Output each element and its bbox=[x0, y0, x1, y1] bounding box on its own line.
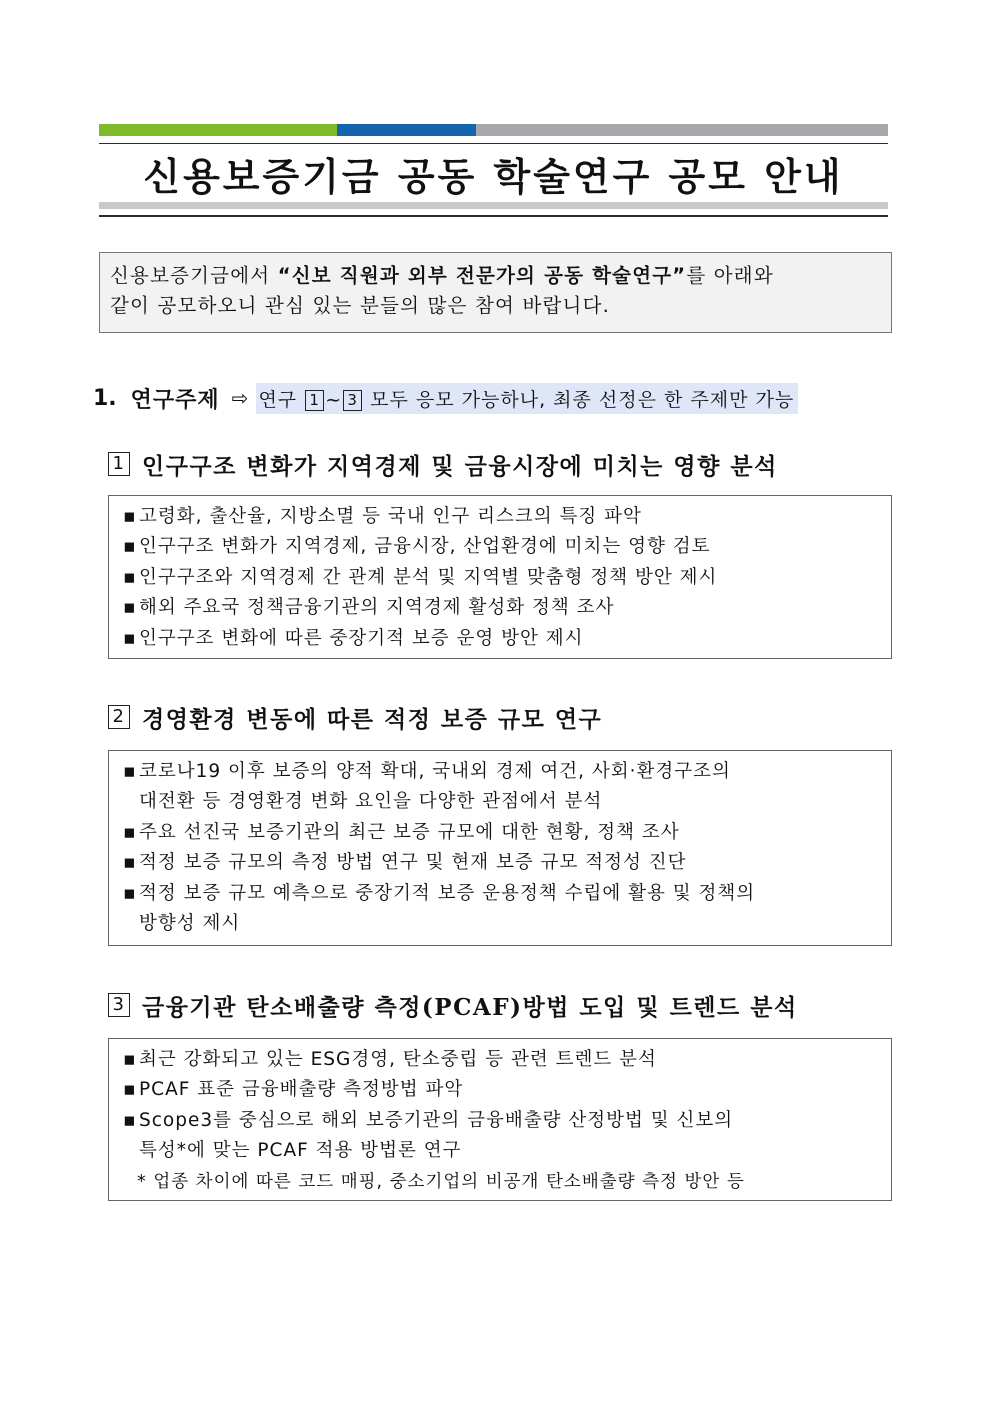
topic-1-box bbox=[108, 495, 892, 659]
list-item bbox=[123, 563, 883, 593]
list-item-text: PCAF 표준 금융배출량 측정방법 파악 bbox=[139, 1079, 464, 1101]
list-item-text: 적정 보증 규모의 측정 방법 연구 및 현재 보증 규모 적정성 진단 bbox=[139, 852, 687, 874]
list-item bbox=[123, 757, 883, 787]
intro-box bbox=[99, 252, 892, 333]
bullet-icon: ▪ bbox=[123, 852, 137, 874]
list-item-continuation: 특성*에 맞는 PCAF 적용 방법론 연구 bbox=[139, 1140, 462, 1162]
list-item-text: Scope3를 중심으로 해외 보증기관의 금융배출량 산정방법 및 신보의 bbox=[139, 1109, 734, 1131]
intro-line-2: 같이 공모하오니 관심 있는 분들의 많은 참여 바랍니다. bbox=[110, 294, 611, 317]
bullet-icon: ▪ bbox=[123, 761, 137, 782]
bullet-icon: ▪ bbox=[123, 821, 137, 843]
list-item bbox=[123, 1106, 883, 1136]
list-item bbox=[123, 818, 883, 848]
bullet-icon: ▪ bbox=[123, 1109, 137, 1131]
note-text: ~ bbox=[325, 388, 343, 411]
title-top-rule bbox=[99, 143, 888, 144]
note-text: 연구 bbox=[258, 388, 305, 411]
list-item bbox=[123, 1045, 883, 1075]
bullet-icon: ▪ bbox=[123, 536, 137, 558]
list-item bbox=[123, 502, 883, 532]
header-bar-gray bbox=[476, 124, 888, 136]
topic-number: 3 bbox=[108, 993, 130, 1017]
intro-bold-text: “신보 직원과 외부 전문가의 공동 학술연구” bbox=[277, 264, 687, 287]
header-bar-green bbox=[99, 124, 337, 136]
section-research-topics bbox=[93, 383, 798, 413]
list-item-text: 인구구조와 지역경제 간 관계 분석 및 지역별 맞춤형 정책 방안 제시 bbox=[139, 566, 718, 588]
list-item-text: 적정 보증 규모 예측으로 중장기적 보증 운용정책 수립에 활용 및 정책의 bbox=[139, 882, 756, 904]
intro-line-1 bbox=[110, 261, 881, 291]
topic-1-heading bbox=[107, 447, 778, 481]
bullet-icon: ▪ bbox=[123, 882, 137, 904]
list-item-text: 인구구조 변화에 따른 중장기적 보증 운영 방안 제시 bbox=[139, 627, 584, 649]
topic-title: 경영환경 변동에 따른 적정 보증 규모 연구 bbox=[142, 705, 603, 733]
boxed-number: 3 bbox=[343, 390, 362, 411]
bullet-icon: ▪ bbox=[123, 566, 137, 588]
boxed-number: 1 bbox=[305, 390, 324, 411]
list-item-continuation: 대전환 등 경영환경 변화 요인을 다양한 관점에서 분석 bbox=[139, 791, 603, 813]
list-item-text: 인구구조 변화가 지역경제, 금융시장, 산업환경에 미치는 영향 검토 bbox=[139, 536, 711, 558]
list-item bbox=[123, 532, 883, 562]
list-item-text: 고령화, 출산율, 지방소멸 등 국내 인구 리스크의 특징 파악 bbox=[139, 506, 642, 527]
list-item-text: 주요 선진국 보증기관의 최근 보증 규모에 대한 현황, 정책 조사 bbox=[139, 821, 680, 843]
bullet-icon: ▪ bbox=[123, 597, 137, 619]
bullet-icon: ▪ bbox=[123, 506, 137, 527]
section-number: 1. bbox=[93, 385, 117, 411]
list-item bbox=[123, 848, 883, 878]
intro-text: 를 아래와 bbox=[686, 264, 774, 287]
list-item bbox=[123, 1075, 883, 1105]
bullet-icon: ▪ bbox=[123, 1079, 137, 1101]
topic-2-box bbox=[108, 750, 892, 946]
topic-number: 2 bbox=[108, 705, 130, 729]
header-color-bar bbox=[99, 124, 888, 136]
bullet-icon: ▪ bbox=[123, 1049, 137, 1070]
list-item-text: 코로나19 이후 보증의 양적 확대, 국내외 경제 여건, 사회·환경구조의 bbox=[139, 761, 731, 782]
intro-text: 신용보증기금에서 bbox=[110, 264, 278, 287]
list-item bbox=[123, 593, 883, 623]
list-item-continuation: 방향성 제시 bbox=[139, 913, 241, 935]
header-bar-blue bbox=[337, 124, 476, 136]
list-item-text: 해외 주요국 정책금융기관의 지역경제 활성화 정책 조사 bbox=[139, 597, 615, 619]
bullet-icon: ▪ bbox=[123, 627, 137, 649]
topic-3-box bbox=[108, 1038, 892, 1201]
note-text: 모두 응모 가능하나, 최종 선정은 한 주제만 가능 bbox=[363, 388, 795, 411]
page-title: 신용보증기금 공동 학술연구 공모 안내 bbox=[143, 154, 844, 199]
section-note bbox=[256, 383, 798, 414]
topic-title: 금융기관 탄소배출량 측정(PCAF)방법 도입 및 트렌드 분석 bbox=[142, 993, 798, 1021]
topic-3-heading bbox=[107, 988, 798, 1022]
title-bottom-rule bbox=[99, 215, 888, 217]
list-item-text: 최근 강화되고 있는 ESG경영, 탄소중립 등 관련 트렌드 분석 bbox=[139, 1049, 657, 1070]
list-item bbox=[123, 879, 883, 909]
footnote: * 업종 차이에 따른 코드 매핑, 중소기업의 비공개 탄소배출량 측정 방안 등 bbox=[137, 1171, 745, 1192]
topic-title: 인구구조 변화가 지역경제 및 금융시장에 미치는 영향 분석 bbox=[142, 452, 778, 480]
section-label: 연구주제 bbox=[130, 387, 220, 413]
arrow-icon: ⇨ bbox=[231, 386, 249, 410]
title-gray-rule bbox=[99, 202, 888, 209]
topic-number: 1 bbox=[108, 452, 130, 476]
topic-2-heading bbox=[107, 700, 602, 734]
list-item bbox=[123, 624, 883, 654]
